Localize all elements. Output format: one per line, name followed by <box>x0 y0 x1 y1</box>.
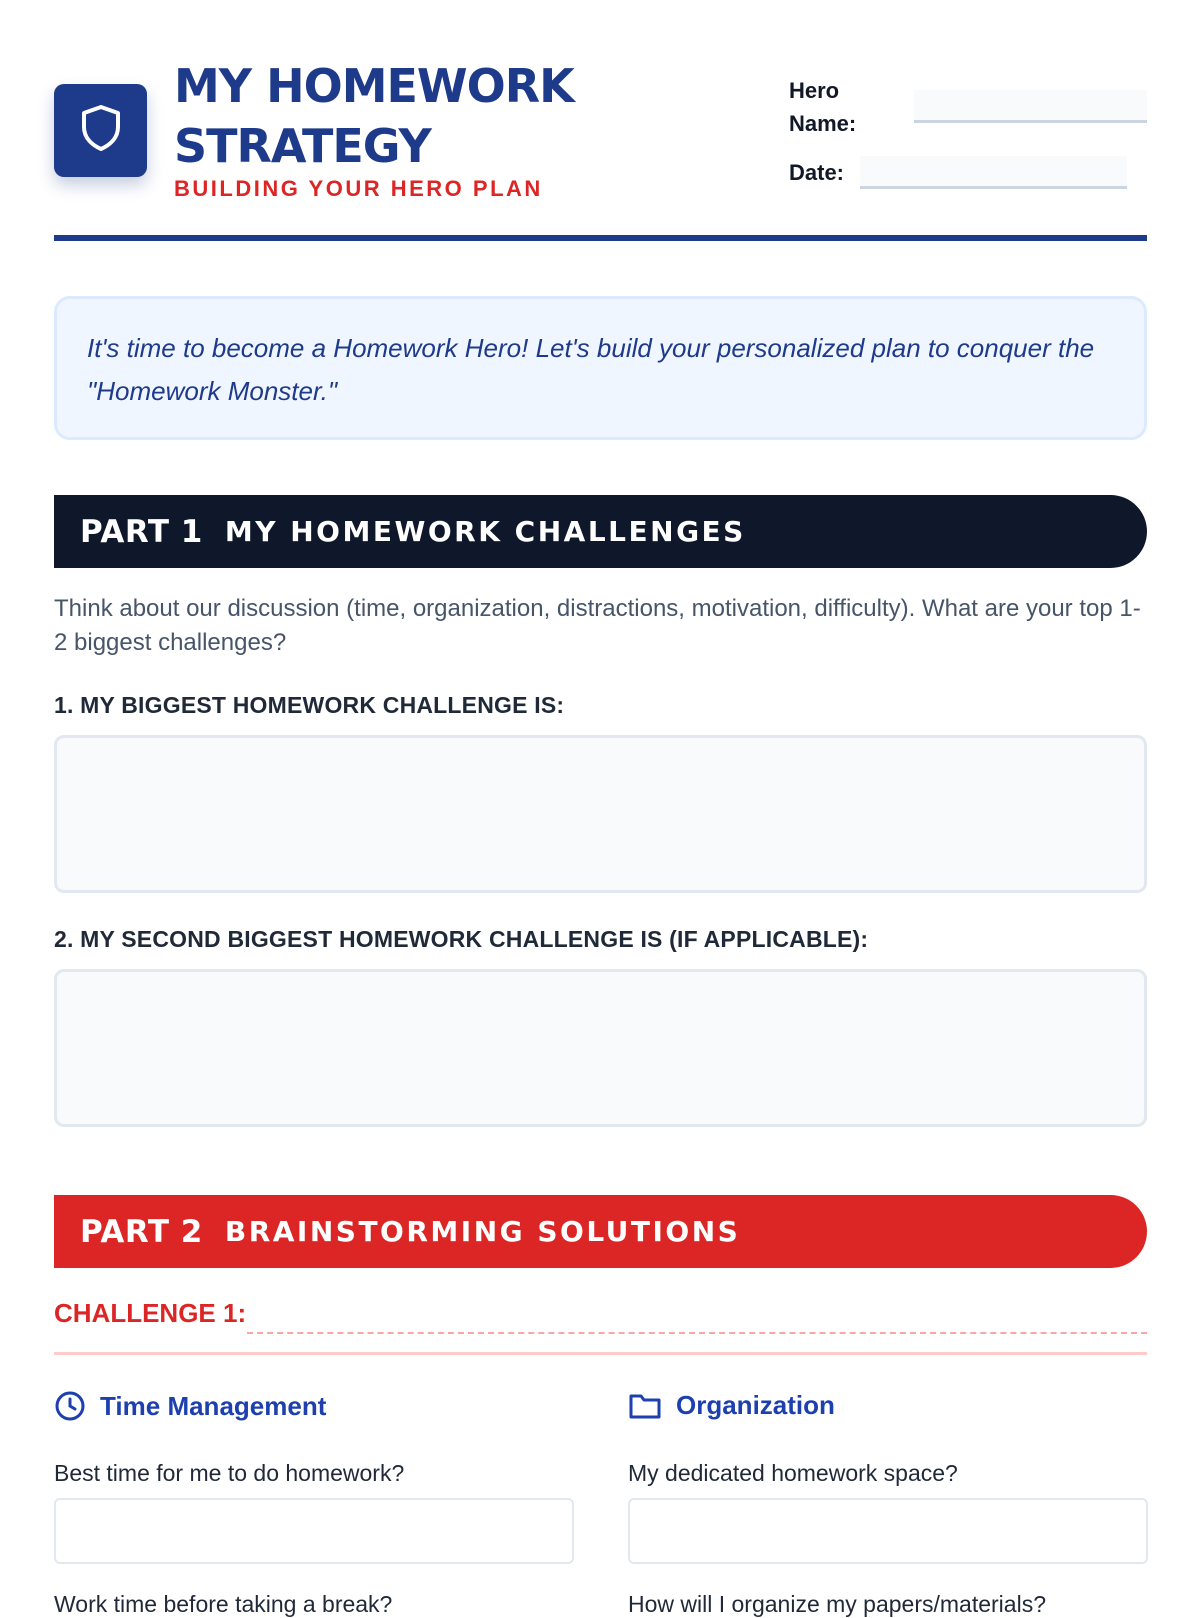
organization-heading <box>628 1390 835 1421</box>
part1-header <box>54 495 1147 568</box>
time-management-question: Best time for me to do homework? <box>54 1460 405 1486</box>
date-field[interactable] <box>860 156 1127 189</box>
date-row <box>789 156 1147 189</box>
time-management-answer-box[interactable] <box>54 1498 574 1564</box>
part1-title: MY HOMEWORK CHALLENGES <box>224 515 746 548</box>
logo-badge <box>54 84 147 177</box>
shield-icon <box>79 103 123 158</box>
challenge1-answer-box[interactable] <box>54 735 1147 893</box>
clock-icon <box>54 1390 86 1422</box>
date-label: Date: <box>789 159 845 185</box>
organization-answer-box[interactable] <box>628 1498 1148 1564</box>
challenge2-answer-box[interactable] <box>54 969 1147 1127</box>
hero-name-field[interactable] <box>914 90 1147 123</box>
part2-title: BRAINSTORMING SOLUTIONS <box>224 1215 741 1248</box>
worksheet-page <box>54 0 1147 1617</box>
time-management-next-question: Work time before taking a break? <box>54 1591 393 1617</box>
challenge2-question-label: 2. MY SECOND BIGGEST HOMEWORK CHALLENGE IS (IF APPLICABLE): <box>54 926 869 952</box>
part1-number: PART 1 <box>80 513 203 550</box>
organization-question: My dedicated homework space? <box>628 1460 958 1486</box>
title-block <box>174 56 644 202</box>
header-divider <box>54 235 1147 241</box>
organization-next-question: How will I organize my papers/materials? <box>628 1591 1046 1617</box>
organization-title: Organization <box>676 1390 835 1420</box>
time-management-heading <box>54 1390 326 1422</box>
worksheet-header <box>54 0 1147 240</box>
part2-header <box>54 1195 1147 1268</box>
challenge-1-row <box>54 1298 1147 1355</box>
part1-prompt: Think about our discussion (time, organization, distractions, motivation, difficulty). What are your top 1-2 biggest challenges? <box>54 595 1141 656</box>
meta-fields <box>789 74 1147 189</box>
folder-icon <box>628 1391 662 1421</box>
page-subtitle: BUILDING YOUR HERO PLAN <box>174 176 543 201</box>
page-title: MY HOMEWORK STRATEGY <box>174 59 574 173</box>
time-management-title: Time Management <box>100 1390 327 1421</box>
challenge-1-label: CHALLENGE 1: <box>54 1298 247 1328</box>
hero-name-row <box>789 74 1147 140</box>
hero-name-label: Hero Name: <box>789 78 857 136</box>
challenge-1-field[interactable] <box>247 1332 1147 1334</box>
part2-number: PART 2 <box>80 1213 203 1250</box>
intro-callout: It's time to become a Homework Hero! Let's build your personalized plan to conquer the "Homework Monster." <box>54 296 1147 440</box>
challenge1-question-label: 1. MY BIGGEST HOMEWORK CHALLENGE IS: <box>54 692 565 718</box>
